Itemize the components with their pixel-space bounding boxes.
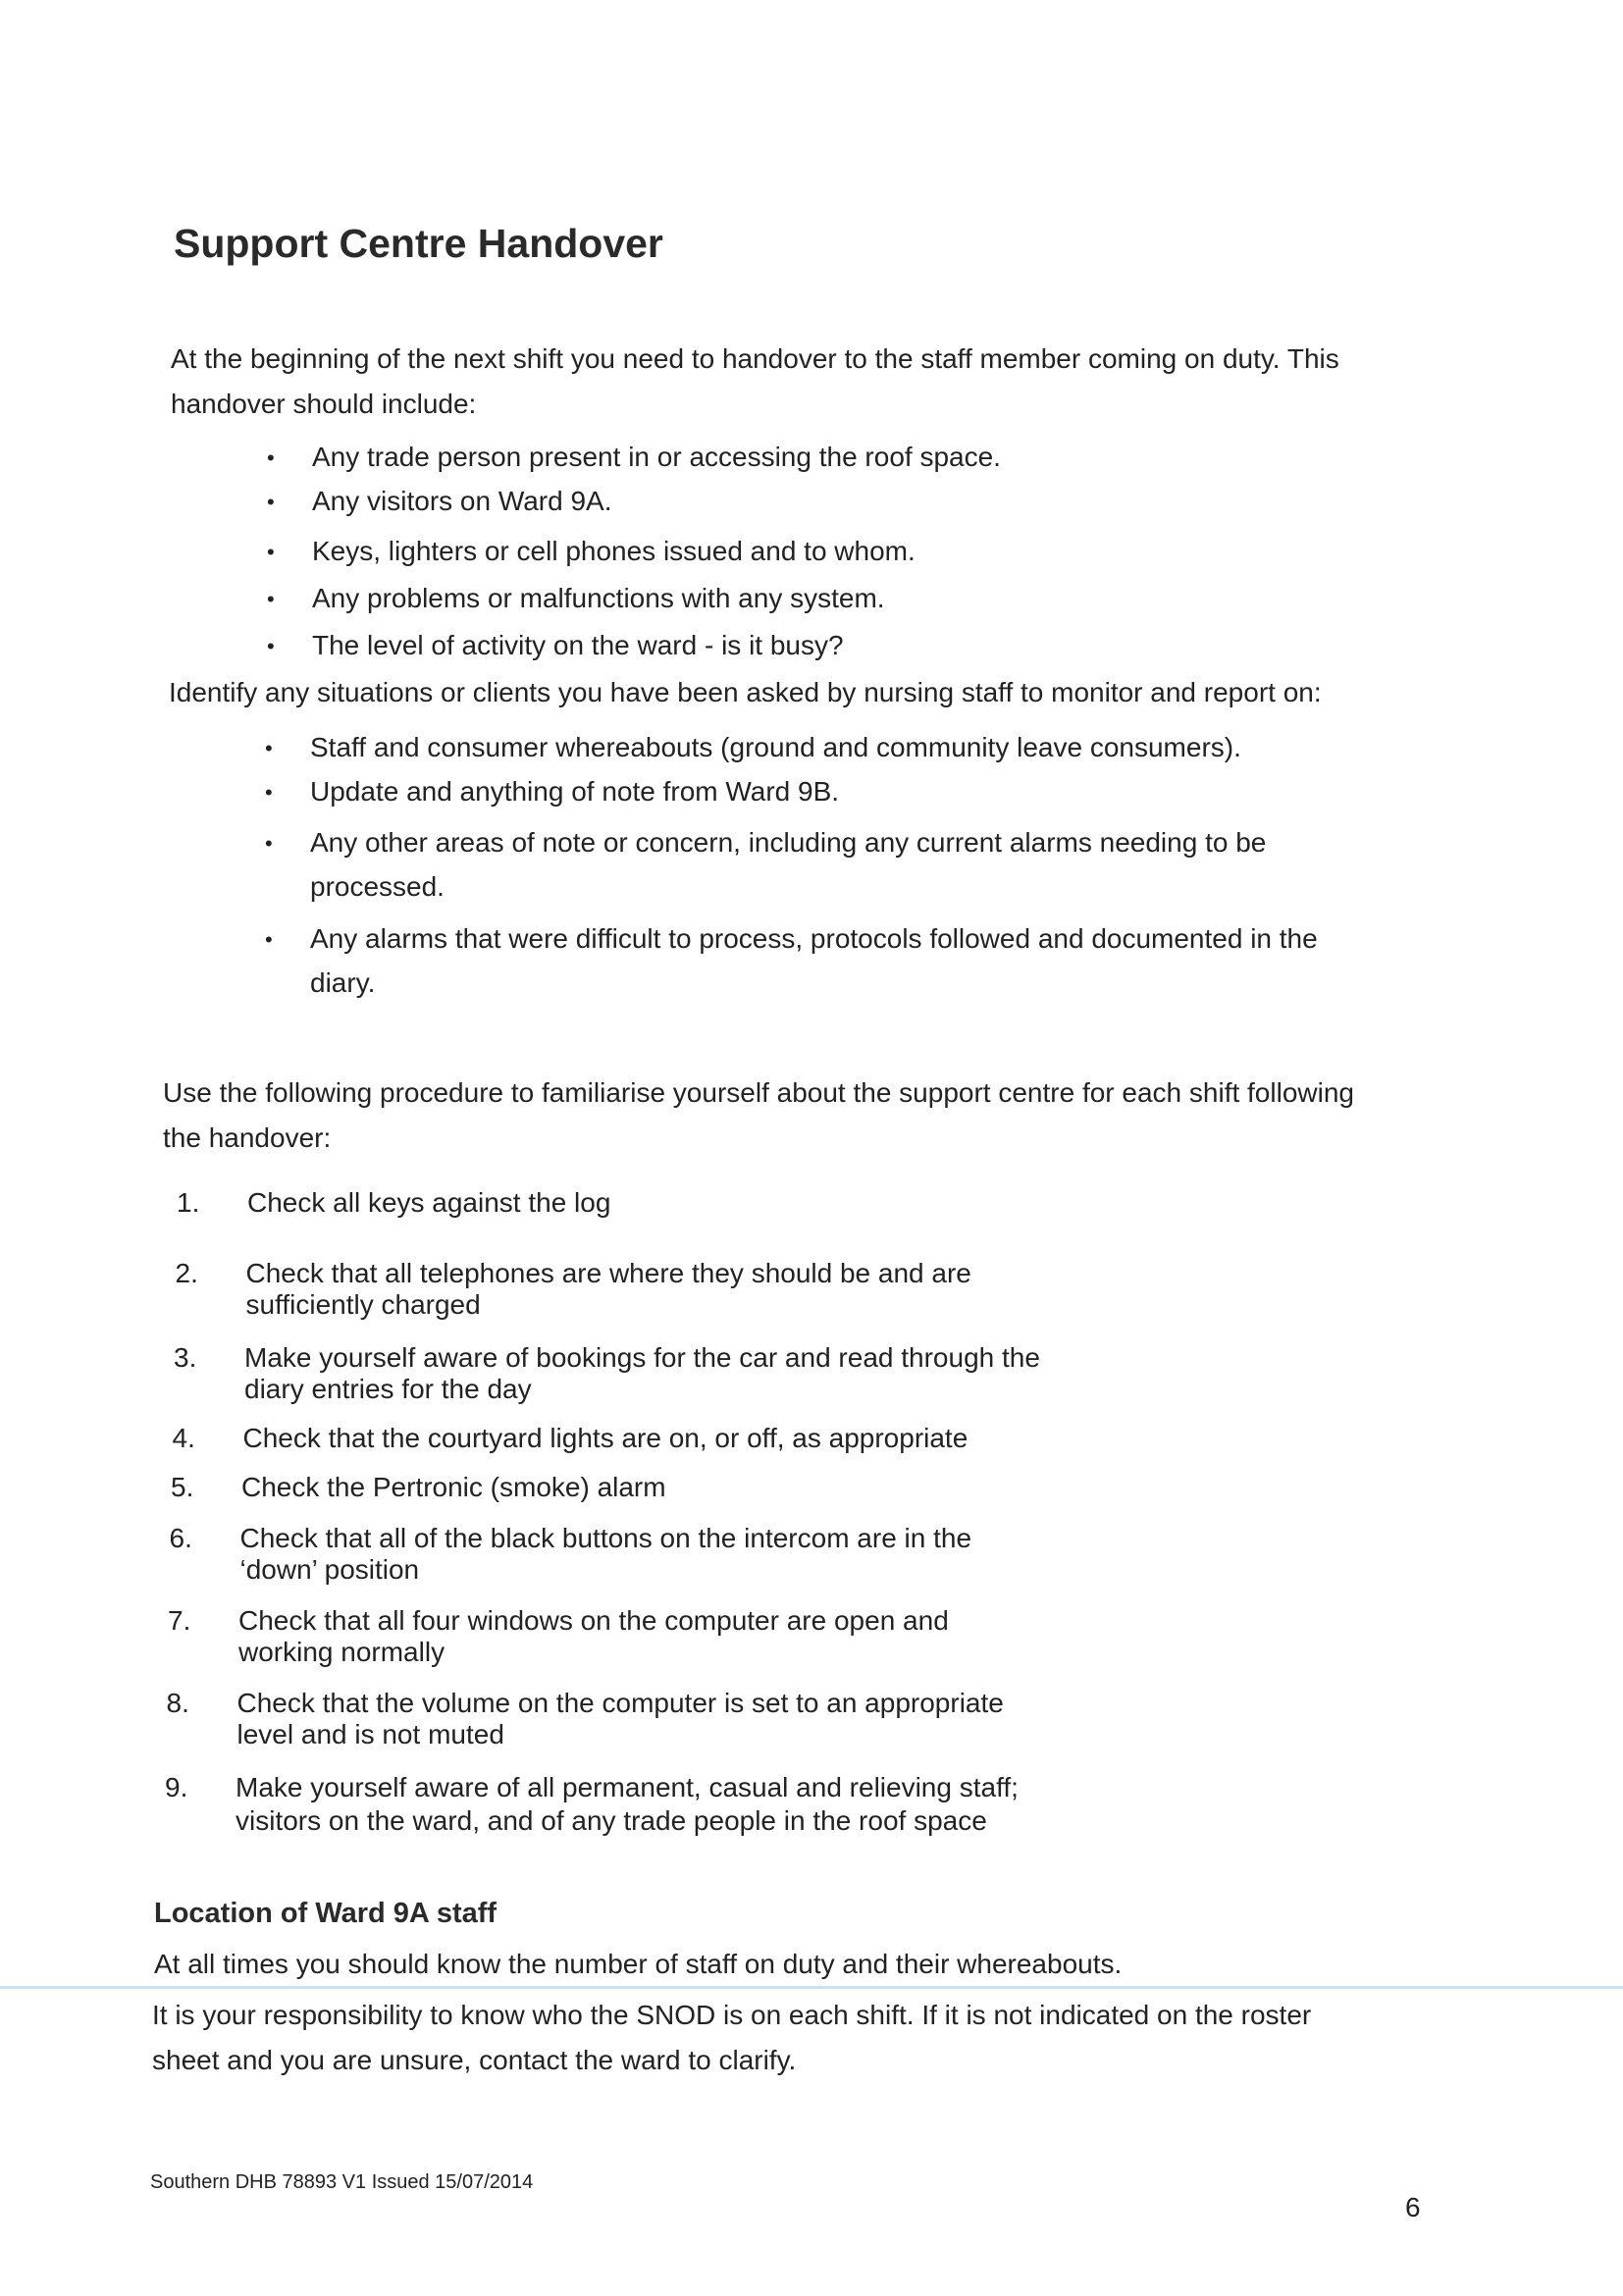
step-text: visitors on the ward, and of any trade people in the roof space bbox=[236, 1805, 987, 1836]
bullet-icon: • bbox=[265, 831, 273, 856]
list-item: Any alarms that were difficult to process, protocols followed and documented in the bbox=[310, 923, 1318, 954]
step-number: 2. bbox=[175, 1258, 198, 1288]
bullet-icon: • bbox=[267, 587, 275, 611]
list-item: Any other areas of note or concern, including any current alarms needing to be bbox=[310, 827, 1267, 858]
bullet-icon: • bbox=[267, 490, 275, 514]
step-number: 7. bbox=[168, 1605, 191, 1636]
step-text: working normally bbox=[238, 1637, 445, 1667]
step-number: 1. bbox=[177, 1187, 200, 1218]
step-text: sufficiently charged bbox=[245, 1289, 481, 1320]
list-item: Keys, lighters or cell phones issued and to whom. bbox=[312, 536, 916, 566]
step-number: 9. bbox=[165, 1772, 188, 1802]
step-text: Check the Pertronic (smoke) alarm bbox=[241, 1472, 666, 1502]
step-text: Make yourself aware of all permanent, casual and relieving staff; bbox=[236, 1772, 1019, 1802]
footer-text: Southern DHB 78893 V1 Issued 15/07/2014 bbox=[150, 2171, 534, 2193]
step-text: Check that the courtyard lights are on, or off, as appropriate bbox=[242, 1423, 969, 1453]
section-heading: Location of Ward 9A staff bbox=[154, 1898, 497, 1929]
step-text: Check that the volume on the computer is set to an appropriate bbox=[236, 1688, 1004, 1718]
list-item: diary. bbox=[310, 967, 376, 998]
procedure-intro-line: the handover: bbox=[163, 1122, 332, 1153]
step-text: Check that all telephones are where they should be and are bbox=[245, 1258, 971, 1288]
list-item: Any problems or malfunctions with any system. bbox=[312, 583, 885, 613]
step-text: Check that all four windows on the computer are open and bbox=[238, 1605, 949, 1636]
step-text: Check all keys against the log bbox=[247, 1187, 611, 1218]
list-item: Any trade person present in or accessing the roof space. bbox=[312, 442, 1001, 472]
list-item: Update and anything of note from Ward 9B. bbox=[310, 776, 840, 807]
location-text: At all times you should know the number of staff on duty and their whereabouts. bbox=[154, 1949, 1123, 1979]
step-text: Check that all of the black buttons on the intercom are in the bbox=[239, 1523, 972, 1553]
step-number: 6. bbox=[169, 1523, 192, 1553]
identify-text: Identify any situations or clients you have been asked by nursing staff to monitor and report on: bbox=[169, 677, 1322, 707]
bullet-icon: • bbox=[267, 634, 275, 658]
step-number: 8. bbox=[166, 1688, 189, 1718]
step-number: 3. bbox=[174, 1342, 197, 1373]
procedure-intro-line: Use the following procedure to familiarise yourself about the support centre for each shift following bbox=[163, 1077, 1354, 1108]
step-text: level and is not muted bbox=[236, 1719, 504, 1749]
list-item: processed. bbox=[310, 871, 445, 902]
location-text: It is your responsibility to know who the SNOD is on each shift. If it is not indicated on the roster bbox=[152, 2000, 1312, 2030]
bullet-icon: • bbox=[267, 445, 275, 470]
list-item: Any visitors on Ward 9A. bbox=[312, 486, 612, 516]
page-number: 6 bbox=[1405, 2192, 1421, 2222]
step-text: diary entries for the day bbox=[244, 1374, 532, 1404]
bullet-icon: • bbox=[265, 780, 273, 805]
bullet-icon: • bbox=[267, 540, 275, 564]
step-number: 4. bbox=[172, 1423, 195, 1453]
scan-artifact-line bbox=[0, 1986, 1623, 1989]
intro-line: handover should include: bbox=[171, 389, 477, 419]
list-item: Staff and consumer whereabouts (ground and community leave consumers). bbox=[310, 732, 1241, 762]
bullet-icon: • bbox=[265, 927, 273, 952]
intro-line: At the beginning of the next shift you need to handover to the staff member coming on duty. This bbox=[171, 343, 1339, 374]
page-title: Support Centre Handover bbox=[174, 221, 663, 266]
bullet-icon: • bbox=[265, 736, 273, 760]
step-text: Make yourself aware of bookings for the car and read through the bbox=[244, 1342, 1040, 1373]
step-number: 5. bbox=[171, 1472, 194, 1502]
location-text: sheet and you are unsure, contact the ward to clarify. bbox=[152, 2045, 797, 2075]
step-text: ‘down’ position bbox=[239, 1554, 420, 1585]
list-item: The level of activity on the ward - is it busy? bbox=[312, 630, 844, 660]
